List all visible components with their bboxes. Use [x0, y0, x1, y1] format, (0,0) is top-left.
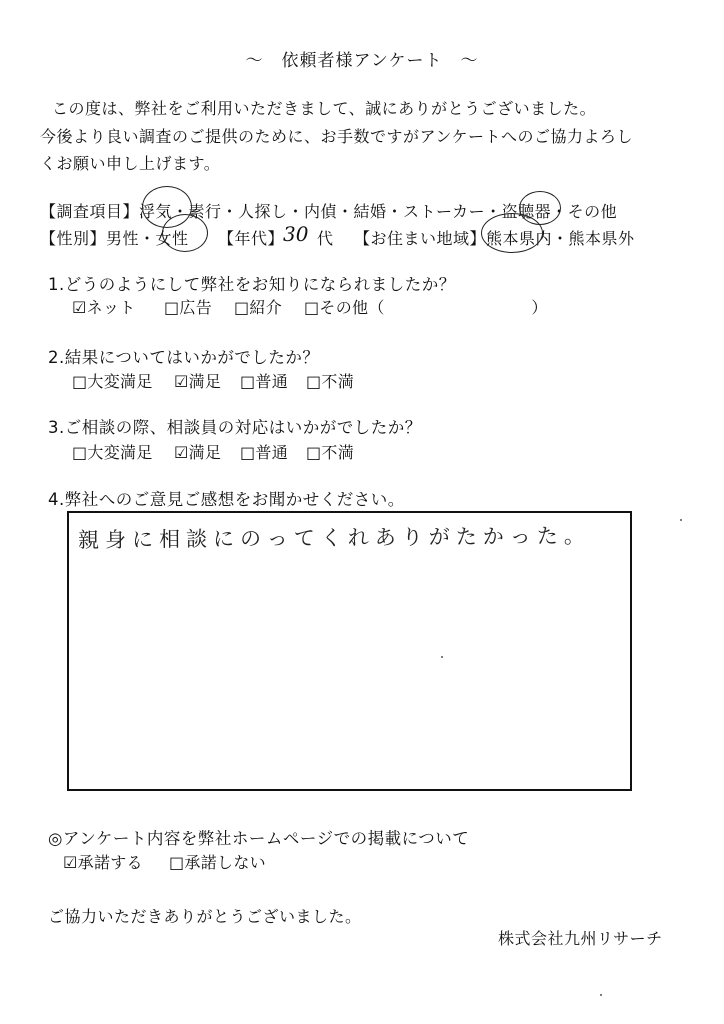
- survey-items-line: 【調査項目】浮気・素行・人探し・内偵・結婚・ストーカー・盗聴器・その他: [40, 202, 618, 221]
- option-ad[interactable]: □広告: [164, 298, 213, 317]
- intro-line-2: 今後より良い調査のご提供のために、お手数ですがアンケートへのご協力よろし: [40, 127, 634, 146]
- age-suffix: 代: [317, 229, 334, 248]
- question-2-label: 2.結果についてはいかがでしたか？: [48, 348, 320, 367]
- question-1-options: [72, 295, 548, 318]
- scan-speck: [441, 656, 443, 658]
- document-title: ～ 依頼者様アンケート ～: [245, 51, 479, 71]
- option-satisfied[interactable]: ☑満足: [174, 443, 222, 462]
- question-2-options: [72, 369, 354, 392]
- question-1-label: 1.どうのようにして弊社をお知りになられましたか？: [48, 275, 456, 294]
- selected-circle-mark: [481, 213, 543, 253]
- option-no-consent[interactable]: □承諾しない: [169, 853, 266, 872]
- company-name: 株式会社九州リサーチ: [498, 929, 663, 948]
- question-3-label: 3.ご相談の際、相談員の対応はいかがでしたか？: [48, 418, 422, 437]
- option-consent[interactable]: ☑承諾する: [63, 853, 143, 872]
- intro-line-1: この度は、弊社をご利用いただきまして、誠にありがとうございました。: [52, 99, 597, 118]
- option-other[interactable]: □その他（ ）: [304, 298, 548, 317]
- option-very-satisfied[interactable]: □大変満足: [72, 372, 153, 391]
- question-4-label: 4.弊社へのご意見ご感想をお聞かせください。: [48, 490, 405, 509]
- option-satisfied[interactable]: ☑満足: [174, 372, 222, 391]
- question-3-options: [72, 440, 354, 463]
- selected-circle-mark: [162, 214, 208, 252]
- option-dissatisfied[interactable]: □不満: [306, 372, 355, 391]
- region-line: 【お住まい地域】熊本県内・熊本県外: [354, 229, 635, 248]
- publish-consent-label: ◎アンケート内容を弊社ホームページでの掲載について: [48, 829, 470, 848]
- publish-consent-options: [63, 850, 266, 873]
- age-label: 【年代】: [218, 229, 285, 248]
- option-average[interactable]: □普通: [240, 443, 289, 462]
- age-value-handwritten: 30: [283, 222, 309, 246]
- option-dissatisfied[interactable]: □不満: [306, 443, 355, 462]
- scan-speck: [680, 519, 682, 521]
- intro-line-3: くお願い申し上げます。: [40, 154, 221, 173]
- option-very-satisfied[interactable]: □大変満足: [72, 443, 153, 462]
- gender-line: 【性別】男性・女性: [40, 229, 189, 248]
- option-average[interactable]: □普通: [240, 372, 289, 391]
- scan-speck: [600, 994, 602, 996]
- option-referral[interactable]: □紹介: [234, 298, 283, 317]
- closing-message: ご協力いただきありがとうございました。: [48, 907, 362, 926]
- handwritten-comment: 親身に相談にのってくれありがたかった。: [77, 523, 591, 553]
- option-net[interactable]: ☑ネット: [72, 298, 136, 317]
